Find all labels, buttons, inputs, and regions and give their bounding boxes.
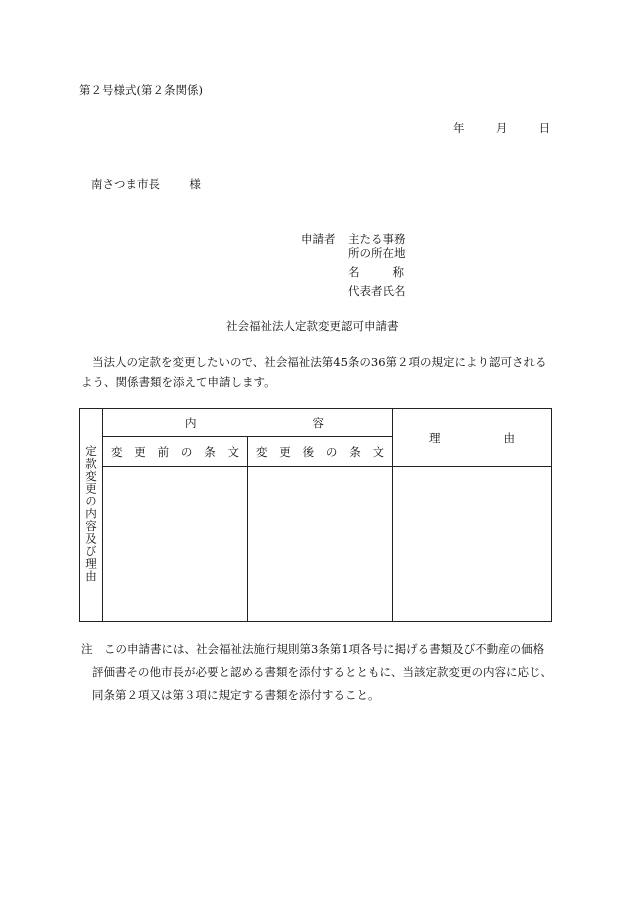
body-paragraph (81, 352, 553, 392)
side-label: 定款変更の内容及び理由 (84, 444, 98, 583)
addressee-name: 南さつま市長 (91, 177, 160, 191)
after-header-char: 文 (372, 444, 384, 459)
addressee-honorific: 様 (189, 177, 201, 191)
before-header-char: 変 (111, 444, 123, 459)
before-header-char: 文 (227, 444, 239, 459)
note-line-1: 注 この申請書には、社会福祉法施行規則第3条第1項各号に掲げる書類及び不動産の価格 (81, 642, 545, 656)
after-header-char: 後 (302, 444, 315, 459)
name-label-char: 称 (392, 265, 404, 279)
applicant-address-line2: 所の所在地 (348, 246, 406, 260)
after-header-char: 条 (349, 444, 361, 459)
applicant-label: 申請者 (301, 232, 336, 246)
before-header-char: 条 (204, 444, 216, 459)
before-header (103, 437, 248, 467)
applicant-representative: 代表者氏名 (348, 284, 406, 298)
content-header (103, 409, 393, 437)
body-line-1: 当法人の定款を変更したいので、社会福祉法第45条の36第２項の規定により認可される (92, 355, 547, 369)
before-header-char: 更 (134, 444, 146, 459)
after-header-char: の (325, 444, 338, 459)
document-title: 社会福祉法人定款変更認可申請書 (226, 319, 399, 333)
note (81, 638, 561, 707)
addressee (91, 176, 201, 192)
name-label-char: 名 (348, 265, 360, 279)
note-line-2: 評価書その他市長が必要と認める書類を添付するとともに、当該定款変更の内容に応じ、 (92, 665, 552, 679)
before-text-cell[interactable] (103, 467, 248, 622)
reason-header-char: 理 (429, 430, 441, 445)
content-header-char: 内 (185, 415, 197, 430)
reason-header-char: 由 (503, 430, 515, 445)
applicant-name-label (348, 264, 404, 280)
after-header-char: 変 (256, 444, 268, 459)
after-header (248, 437, 393, 467)
note-line-3: 同条第２項又は第３項に規定する書類を添付すること。 (92, 688, 380, 702)
after-text-cell[interactable] (248, 467, 393, 622)
side-label-cell (80, 409, 103, 622)
before-header-char: の (180, 444, 193, 459)
amendment-table (79, 408, 552, 622)
date-month: 月 (495, 121, 508, 135)
date-year: 年 (453, 121, 465, 135)
form-number-label: 第２号様式(第２条関係) (79, 83, 203, 97)
reason-cell[interactable] (393, 467, 552, 622)
after-header-char: 更 (279, 444, 291, 459)
reason-header (393, 409, 552, 467)
before-header-char: 前 (157, 444, 170, 459)
date-day: 日 (538, 121, 551, 135)
body-line-2: よう、関係書類を添えて申請します。 (81, 375, 276, 389)
applicant-address-line1: 主たる事務 (348, 232, 406, 246)
date-line (453, 120, 550, 136)
content-header-char: 容 (312, 415, 324, 430)
